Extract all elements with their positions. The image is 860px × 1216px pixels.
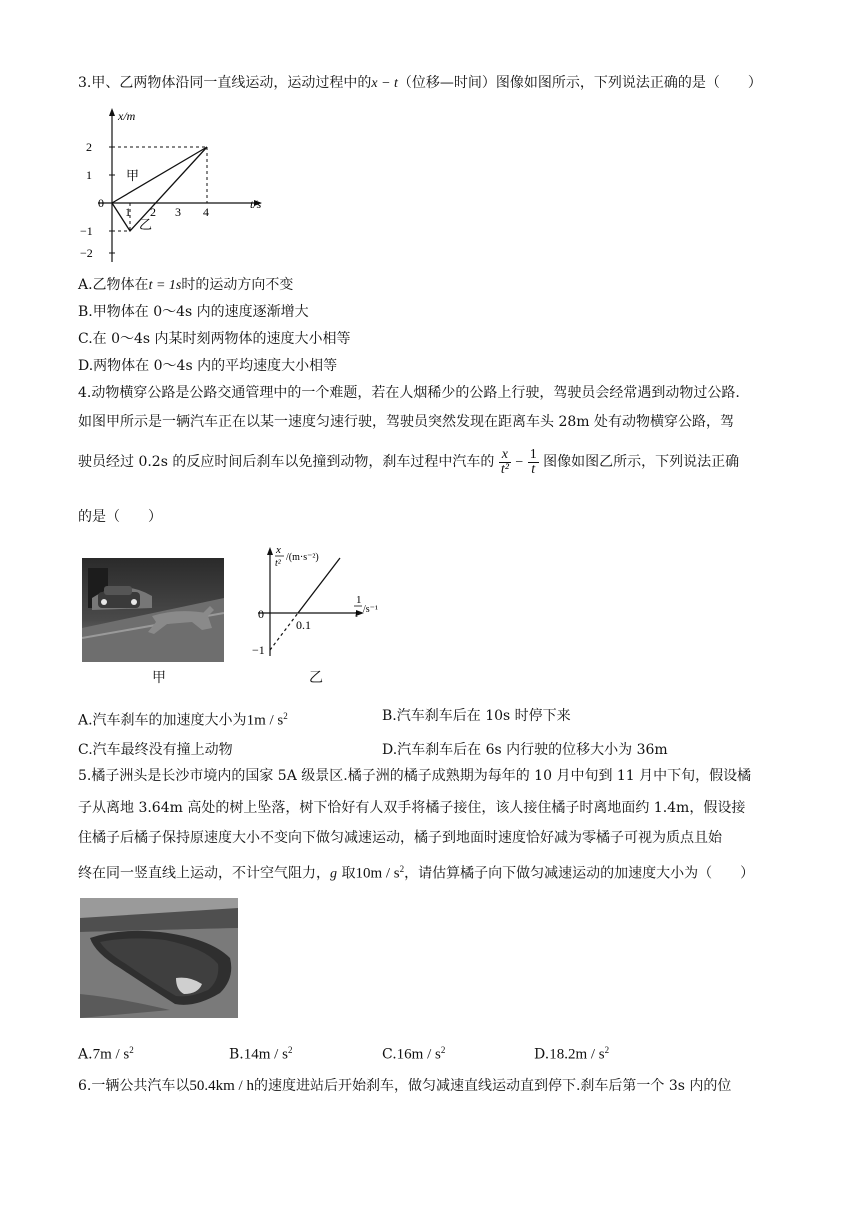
q3-x-tick: 2 (150, 205, 156, 219)
q6-text-b: 的速度进站后开始刹车，做匀减速直线运动直到停下.刹车后第一个 3s 内的位 (253, 1078, 732, 1094)
q4-minus: − (515, 455, 524, 470)
q3-option-b[interactable]: B.甲物体在 0～4s 内的速度逐渐增大 (78, 304, 309, 320)
q4-option-a-sup: 2 (283, 711, 288, 721)
q5-option-c-math: 16m / s (396, 1046, 441, 1063)
q4-y-num: x (276, 544, 281, 556)
q4-x-intercept: 0.1 (296, 618, 311, 632)
q3-x-tick: 3 (175, 205, 181, 219)
q5-option-b-prefix: B. (229, 1046, 244, 1063)
q5-option-b-math: 14m / s (243, 1046, 288, 1063)
q4-option-b[interactable]: B.汽车刹车后在 10s 时停下来 (382, 708, 571, 724)
q4-line-3-text-a: 驶员经过 0.2s 的反应时间后刹车以免撞到动物，刹车过程中汽车的 (78, 454, 495, 470)
q3-label-jia: 甲 (126, 168, 140, 183)
q6-text-a: 6.一辆公共汽车以 (78, 1078, 190, 1094)
q3-option-d[interactable]: D.两物体在 0～4s 内的平均速度大小相等 (78, 358, 338, 374)
q5-option-a-math: 7m / s (92, 1046, 130, 1063)
q5-option-c-prefix: C. (382, 1046, 397, 1063)
q5-line-3: 住橘子后橘子保持原速度大小不变向下做匀减速运动，橘子到地面时速度恰好减为零橘子可视为质点且始 (78, 830, 722, 846)
q3-option-c[interactable]: C.在 0～4s 内某时刻两物体的速度大小相等 (78, 331, 351, 347)
q5-g: g (330, 866, 337, 882)
q5-option-b[interactable] (229, 1040, 292, 1065)
q4-x-num: 1 (356, 594, 362, 606)
q4-graph-yi (250, 540, 400, 660)
q4-dashed-segment (270, 613, 298, 650)
q3-label-yi: 乙 (139, 217, 153, 232)
q5-photo-orange-isle (80, 898, 238, 1018)
q5-g-sup: 2 (399, 864, 405, 874)
q5-option-d-sup: 2 (604, 1045, 610, 1055)
q4-y-den: t² (275, 558, 281, 569)
q4-photo-car-deer (82, 558, 224, 662)
q3-x-tick: 4 (203, 205, 209, 219)
q5-option-c[interactable] (382, 1040, 445, 1065)
q4-option-d[interactable]: D.汽车刹车后在 6s 内行驶的位移大小为 36m (382, 742, 668, 758)
q5-line-2: 子从离地 3.64m 高处的树上坠落，树下恰好有人双手将橘子接住，该人接住橘子时离地面约 1.4m，假设接 (78, 800, 746, 816)
q4-line-2: 如图甲所示是一辆汽车正在以某一速度匀速行驶，驾驶员突然发现在距离车头 28m 处有动物横穿公路，驾 (78, 414, 734, 430)
q3-stem-math: x − t (371, 76, 398, 91)
q4-fraction-x-over-t2: $\frac{x}{\text{t²}}$ (500, 446, 509, 477)
q4-x-unit: /s⁻¹ (363, 604, 378, 615)
q4-line-3 (78, 446, 739, 479)
q3-option-a[interactable] (78, 275, 293, 296)
q4-x-den: t (355, 608, 359, 620)
q4-option-a-text: A.汽车刹车的加速度大小为 (78, 712, 247, 729)
q4-option-a[interactable] (78, 706, 288, 731)
q3-x-tick: 1 (125, 205, 131, 219)
q3-y-tick: 1 (86, 168, 92, 182)
q5-line-4-text-c: ，请估算橘子向下做匀减速运动的加速度大小为（ ） (404, 865, 755, 882)
q4-line-1: 4.动物横穿公路是公路交通管理中的一个难题，若在人烟稀少的公路上行驶，驾驶员会经常遇到动物过公路. (78, 385, 740, 401)
q4-y-unit: /(m·s⁻²) (286, 552, 319, 563)
q5-option-a[interactable] (78, 1040, 134, 1065)
q3-stem (78, 73, 762, 94)
q4-option-a-math: 1m / s (246, 712, 284, 729)
q5-option-d[interactable] (534, 1040, 609, 1065)
q3-y-tick: 0 (98, 196, 104, 210)
q6-speed: 50.4km / h (189, 1078, 254, 1094)
q4-y-intercept: −1 (252, 643, 265, 657)
q3-option-a-text-b: 时的运动方向不变 (181, 277, 294, 293)
q4-line-3-text-b: 图像如图乙所示，下列说法正确 (543, 454, 740, 470)
q3-y-tick: 2 (86, 140, 92, 154)
q3-y-arrow (109, 108, 115, 116)
q3-stem-text-a: 3.甲、乙两物体沿同一直线运动，运动过程中的 (78, 75, 372, 91)
q3-xt-graph (78, 102, 278, 272)
q3-y-tick: −1 (80, 224, 93, 238)
q5-line-4 (78, 859, 754, 885)
q5-g-value: 10m / s (355, 865, 400, 882)
q5-option-c-sup: 2 (440, 1045, 446, 1055)
q5-option-d-prefix: D. (534, 1046, 550, 1063)
q3-y-tick: −2 (80, 246, 93, 260)
q5-line-4-text-b: 取 (337, 865, 356, 882)
q5-option-a-sup: 2 (129, 1045, 134, 1055)
q5-line-1: 5.橘子洲头是长沙市境内的国家 5A 级景区.橘子洲的橘子成熟期为每年的 10 月中旬到 11 月中下旬，假设橘 (78, 768, 752, 784)
q3-x-label: t/s (250, 197, 262, 211)
q5-line-4-text-a: 终在同一竖直线上运动，不计空气阻力， (78, 865, 330, 882)
q3-stem-text-b: （位移—时间）图像如图所示，下列说法正确的是（ ） (397, 75, 762, 91)
q4-line-4: 的是（ ） (78, 509, 162, 525)
q5-option-a-prefix: A. (78, 1046, 93, 1063)
q5-option-b-sup: 2 (287, 1045, 293, 1055)
q4-fraction-1-over-t: $\frac{1}{t}$ (529, 446, 537, 477)
q3-option-a-math: t = 1s (148, 278, 182, 293)
q5-option-d-math: 18.2m / s (549, 1046, 605, 1063)
q4-caption-yi: 乙 (309, 670, 323, 686)
q4-option-c[interactable]: C.汽车最终没有撞上动物 (78, 742, 233, 758)
q3-option-a-text: A.乙物体在 (78, 277, 149, 293)
q4-caption-jia: 甲 (152, 670, 166, 686)
q4-solid-line (298, 558, 340, 613)
q4-origin: 0 (258, 607, 264, 621)
q6-line-1 (78, 1076, 731, 1096)
q3-y-label: x/m (118, 109, 136, 123)
